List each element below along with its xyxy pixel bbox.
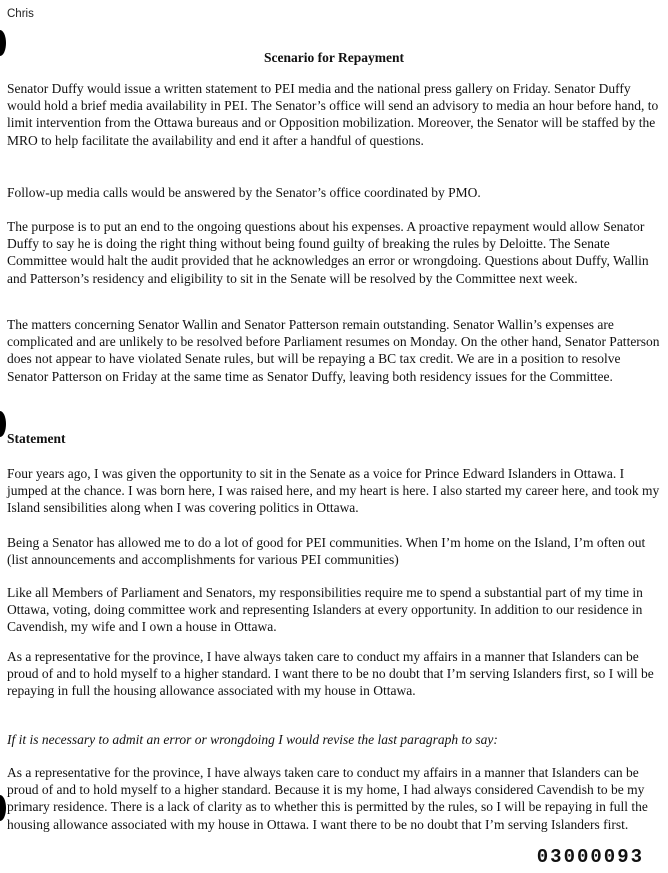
statement-paragraph: Four years ago, I was given the opportunity to sit in the Senate as a voice for Prince Edward Islanders in Ottawa. I jumped at the chance. I was born here, I was raised here, and my heart is here. I also started my career here, and took my Island sensibilities along when I was covering politics in Ottawa.	[7, 466, 660, 516]
punch-hole-mark	[0, 795, 6, 821]
scenario-paragraph: The purpose is to put an end to the ongoing questions about his expenses. A proactive repayment would allow Senator Duffy to say he is doing the right thing without being found guilty of breaking the rules by Deloitte. The Senate Committee would halt the audit provided that he acknowledges an error or wrongdoing. Questions about Duffy, Wallin and Patterson’s residency and eligibility to sit in the Senate will be resolved by the Committee next week.	[7, 219, 649, 286]
scenario-paragraph: Follow-up media calls would be answered by the Senator’s office coordinated by PMO.	[7, 185, 481, 200]
statement-paragraph: As a representative for the province, I have always taken care to conduct my affairs in a manner that Islanders can be proud of and to hold myself to a higher standard. I want there to be no doubt that I’m serving Islanders first, so I will be repaying in full the housing allowance associated with my house in Ottawa.	[7, 649, 654, 699]
revised-paragraph: As a representative for the province, I have always taken care to conduct my affairs in a manner that Islanders can be proud of and to hold myself to a higher standard. Because it is my home, I had always considered Cavendish to be my primary residence. There is a lack of clarity as to whether this is permitted by the rules, so I will be repaying in full the housing allowance associated with my house in Ottawa. I want there to be no doubt that I’m serving Islanders first.	[7, 765, 648, 832]
statement-heading: Statement	[7, 431, 66, 446]
document-title: Scenario for Repayment	[264, 50, 404, 65]
statement-paragraph: Like all Members of Parliament and Senators, my responsibilities require me to spend a substantial part of my time in Ottawa, voting, doing committee work and representing Islanders at every opportunity. In addition to our residence in Cavendish, my wife and I own a house in Ottawa.	[7, 585, 643, 635]
revision-note: If it is necessary to admit an error or wrongdoing I would revise the last paragraph to say:	[7, 732, 498, 747]
document-number-stamp: 03000093	[536, 846, 644, 868]
author-name: Chris	[7, 8, 34, 20]
scenario-paragraph: The matters concerning Senator Wallin and Senator Patterson remain outstanding. Senator Wallin’s expenses are complicated and are unlikely to be resolved before Parliament resumes on Monday. On the other hand, Senator Patterson does not appear to have violated Senate rules, but will be repaying a BC tax credit. We are in a position to resolve Senator Patterson on Friday at the same time as Senator Duffy, leaving both residency issues for the Committee.	[7, 317, 660, 384]
scenario-paragraph: Senator Duffy would issue a written statement to PEI media and the national press gallery on Friday. Senator Duffy would hold a brief media availability in PEI. The Senator’s office will send an advisory to media an hour before hand, to limit intervention from the Ottawa bureaus and or Opposition mobilization. Moreover, the Senator will be staffed by the MRO to help facilitate the availability and end it after a handful of questions.	[7, 81, 659, 148]
statement-paragraph: Being a Senator has allowed me to do a lot of good for PEI communities. When I’m home on the Island, I’m often out (list announcements and accomplishments for various PEI communities)	[7, 535, 646, 568]
punch-hole-mark	[0, 411, 6, 437]
